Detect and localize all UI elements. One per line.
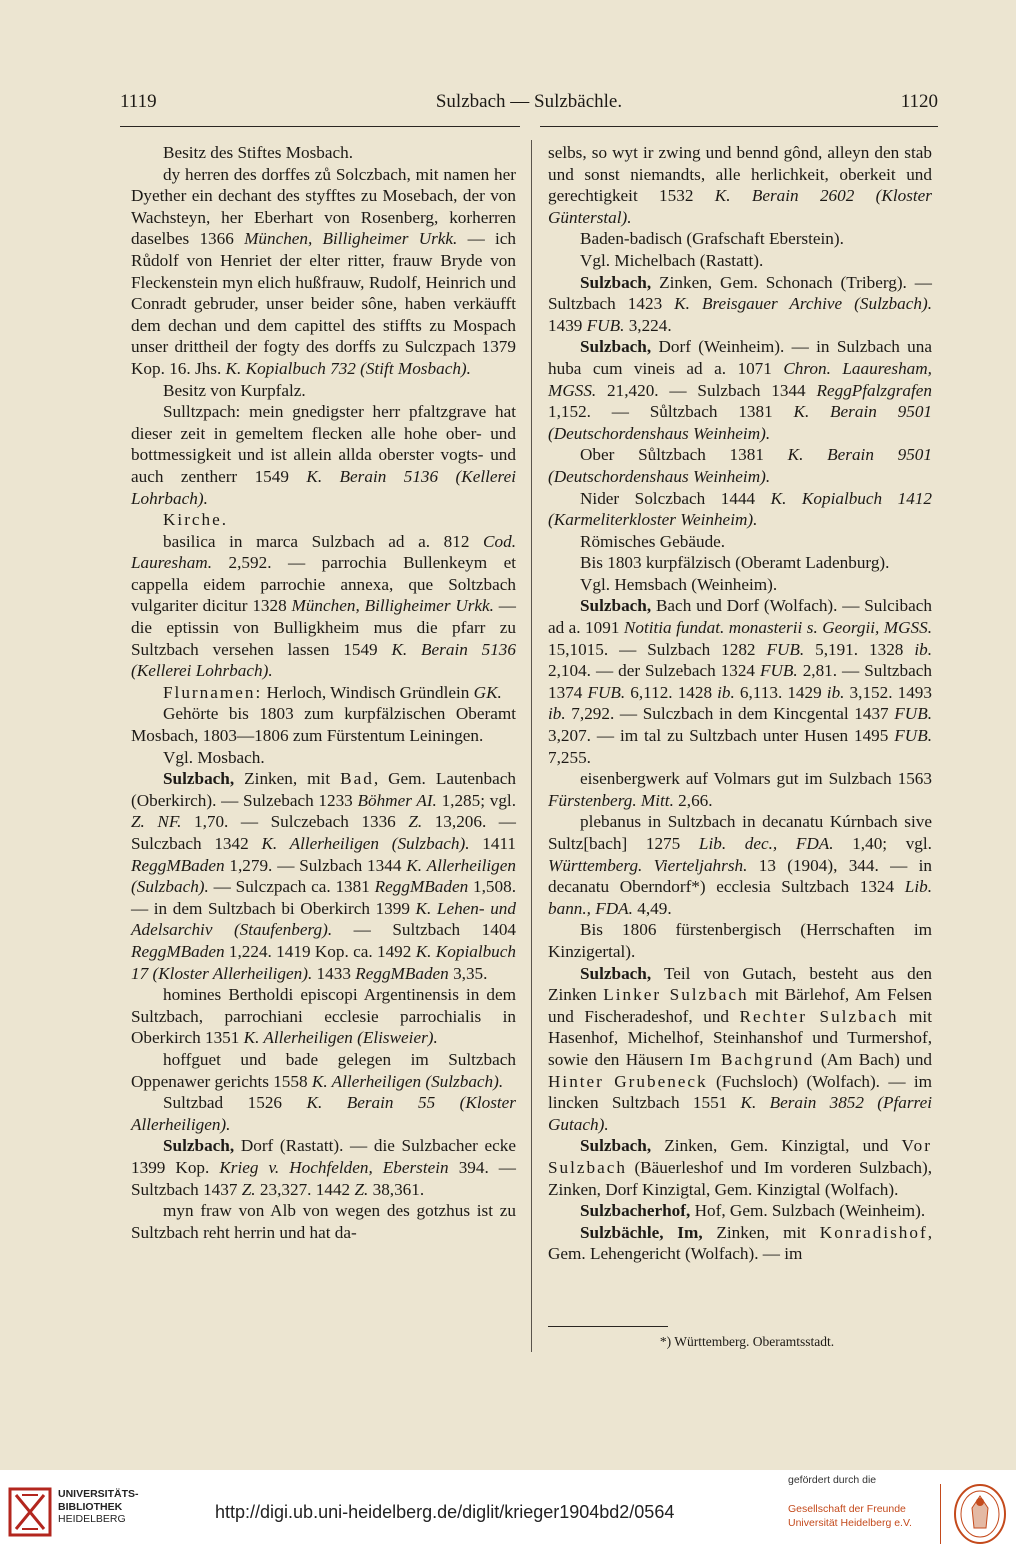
sponsor-name[interactable]: Gesellschaft der Freunde Universität Heidelberg e.V. [788, 1503, 912, 1529]
entry: Sulzbacherhof, Hof, Gem. Sulzbach (Weinheim). [580, 1201, 926, 1221]
paragraph: Vgl. Hemsbach (Weinheim). [580, 574, 778, 594]
paragraph: Römisches Gebäude. [580, 531, 726, 551]
paragraph: Besitz des Stiftes Mosbach. [163, 143, 353, 162]
paragraph: selbs, so wyt ir zwing und bennd gônd, alleyn den stab und sonst niemandts, alle herlichkeit, oberkeit und gerechtigkeit 1532 K. Berain 2602 (Kloster Günterstal). [548, 143, 932, 227]
header-rule-right [540, 126, 938, 127]
left-column [131, 142, 516, 1243]
paragraph: eisenbergwerk auf Volmars gut im Sulzbach 1563 Fürstenberg. Mitt. 2,66. [548, 769, 932, 810]
headword: Sulzbach, [580, 596, 652, 616]
paragraph: Besitz von Kurpfalz. [163, 380, 306, 400]
paragraph: Ober Sůltzbach 1381 K. Berain 9501 (Deutschordenshaus Weinheim). [548, 445, 932, 486]
footnote-rule [548, 1326, 668, 1327]
sponsor-divider [940, 1484, 941, 1544]
paragraph: Vgl. Michelbach (Rastatt). [580, 250, 764, 270]
column-divider [531, 140, 532, 1352]
headword: Sulzbach, [580, 337, 652, 357]
headword: Sulzbach, [580, 963, 652, 983]
headword: Sulzbach, [580, 1136, 652, 1156]
entry: Sulzbach, Dorf (Weinheim). — in Sulzbach una huba cum vineis ad a. 1071 Chron. Laauresham, MGSS. 21,420. — Sulzbach 1344 ReggPfalzgrafen 1,152. — Sůltzbach 1381 K. Berain 9501 (Deutschordenshaus Weinheim). [548, 337, 933, 443]
paragraph: Flurnamen: Herloch, Windisch Gründlein GK. [163, 682, 502, 702]
paragraph: Bis 1806 fürstenbergisch (Herrschaften im Kinzigertal). [548, 920, 932, 961]
headword: Sulzbacherhof, [580, 1201, 691, 1221]
entry: Sulzbach, Zinken, Gem. Kinzigtal, und Vor Sulzbach (Bäuerleshof und Im vorderen Sulzbach), Zinken, Dorf Kinzigtal, Gem. Kinzigtal (Wolfach). [548, 1136, 932, 1199]
entry: Sulzbach, Bach und Dorf (Wolfach). — Sulcibach ad a. 1091 Notitia fundat. monasterii s. Georgii, MGSS. 15,1015. — Sulzbach 1282 FUB. 5,191. 1328 ib. 2,104. — der Sulzebach 1324 FUB. 2,81. — Sultzbach 1374 FUB. 6,112. 1428 ib. 6,113. 1429 ib. 3,152. 1493 ib. 7,292. — Sulczbach in dem Kincgental 1437 FUB. 3,207. — im tal zu Sultzbach unter Husen 1495 FUB. 7,255. [548, 596, 932, 767]
entry: Sulzbach, Zinken, Gem. Schonach (Triberg). — Sultzbach 1423 K. Breisgauer Archive (Sulzbach). 1439 FUB. 3,224. [548, 272, 932, 335]
university-seal-icon [952, 1482, 1008, 1546]
paragraph: Gehörte bis 1803 zum kurpfälzischen Oberamt Mosbach, 1803—1806 zum Fürstentum Leiningen. [131, 704, 516, 746]
section-heading: Kirche. [163, 510, 229, 530]
paragraph: hoffguet und bade gelegen im Sultzbach Oppenawer gerichts 1558 K. Allerheiligen (Sulzbach). [131, 1049, 516, 1091]
paragraph: myn fraw von Alb von wegen des gotzhus ist zu Sultzbach reht herrin und hat da- [131, 1201, 516, 1242]
paragraph: Vgl. Mosbach. [163, 747, 265, 767]
paragraph: Baden-badisch (Grafschaft Eberstein). [580, 229, 844, 249]
ub-heidelberg-logo-icon[interactable] [8, 1487, 52, 1537]
permalink-url[interactable]: http://digi.ub.uni-heidelberg.de/diglit/krieger1904bd2/0564 [215, 1502, 675, 1522]
paragraph: Sultzbad 1526 K. Berain 55 (Kloster Allerheiligen). [131, 1093, 516, 1134]
paragraph: plebanus in Sultzbach in decanatu Kúrnbach sive Sultz[bach] 1275 Lib. dec., FDA. 1,40; vgl. Württemberg. Vierteljahrsh. 13 (1904), 344. — in decanatu Oberndorf*) ecclesia Sultzbach 1324 Lib. bann., FDA. 4,49. [548, 812, 932, 918]
entry: Sulzbächle, Im, Zinken, mit Konradishof, Gem. Lehengericht (Wolfach). — im [548, 1222, 932, 1264]
sponsor-label: gefördert durch die [788, 1474, 877, 1486]
right-column [548, 142, 932, 1265]
page-number-right: 1120 [900, 91, 938, 112]
paragraph: dy herren des dorffes zů Solczbach, mit namen her Dyether ein dechant des styfftes zu Mosebach, der von Wachsteyn, her Eberhart von Rosenberg, korherren daselbes 1366 München, Billigheimer Urkk. — ich Růdolf von Henriet der elter ritter, frauw Bryde von Fleckenstein myn elich hußfrauw, Rudolf, Heinrich und Conradt gebruder, unser beider sône, haben verkäufft dem dechan und dem capittel des stiffts zu Mospach unser drittheil der fogty des dorffs zu Sulczpach 1379 Kop. 16. Jhs. K. Kopialbuch 732 (Stift Mosbach). [131, 164, 516, 378]
headword: Sulzbächle, Im, [580, 1222, 703, 1242]
running-header [120, 91, 938, 115]
paragraph: Sulltzpach: mein gnedigster herr pfaltzgrave hat dieser zeit in gemeltem flecken alle hohe ober- und bottmessigkeit und ist allein allda oberster vogts- und auch zentherr 1549 K. Berain 5136 (Kellerei Lohrbach). [131, 402, 516, 508]
paragraph: Nider Solczbach 1444 K. Kopialbuch 1412 (Karmeliterkloster Weinheim). [548, 488, 933, 530]
headword: Sulzbach, [580, 272, 652, 292]
header-rule-left [120, 126, 520, 127]
entry: Sulzbach, Zinken, mit Bad, Gem. Lautenbach (Oberkirch). — Sulzebach 1233 Böhmer AI. 1,285; vgl. Z. NF. 1,70. — Sulczebach 1336 Z. 13,206. — Sulczbach 1342 K. Allerheiligen (Sulzbach). 1411 ReggMBaden 1,279. — Sulzbach 1344 K. Allerheiligen (Sulzbach). — Sulczpach ca. 1381 ReggMBaden 1,508. — in dem Sultzbach bi Oberkirch 1399 K. Lehen- und Adelsarchiv (Staufenberg). — Sultzbach 1404 ReggMBaden 1,224. 1419 Kop. ca. 1492 K. Kopialbuch 17 (Kloster Allerheiligen). 1433 ReggMBaden 3,35. [131, 769, 517, 983]
paragraph: basilica in marca Sulzbach ad a. 812 Cod. Lauresham. 2,592. — parrochia Bullenkeym et cappella eidem parrochie annexa, que Soltzbach vulgariter dicitur 1328 München, Billigheimer Urkk. — die eptissin von Bulligkheim mus die pfarr zu Sultzbach versehen lassen 1549 K. Berain 5136 (Kellerei Lohrbach). [131, 531, 516, 681]
headword: Sulzbach, [163, 1136, 235, 1156]
footer-bar [0, 1470, 1016, 1552]
paragraph: homines Bertholdi episcopi Argentinensis in dem Sultzbach, parrochiani ecclesie parrochialis in Oberkirch 1351 K. Allerheiligen (Elisweier). [131, 985, 516, 1048]
page-number-left: 1119 [120, 91, 157, 112]
paragraph: Bis 1803 kurpfälzisch (Oberamt Ladenburg). [580, 553, 890, 573]
headword: Sulzbach, [163, 769, 235, 789]
entry: Sulzbach, Dorf (Rastatt). — die Sulzbacher ecke 1399 Kop. Krieg v. Hochfelden, Eberstein 394. — Sultzbach 1437 Z. 23,327. 1442 Z. 38,361. [131, 1136, 516, 1199]
footnote: *) Württemberg. Oberamtsstadt. [659, 1334, 835, 1349]
entry: Sulzbach, Teil von Gutach, besteht aus den Zinken Linker Sulzbach mit Bärlehof, Am Felsen und Fischeradeshof, und Rechter Sulzbach mit Hasenhof, Michelhof, Steinhanshof und Turmershof, sowie den Häusern Im Bachgrund (Am Bach) und Hinter Grubeneck (Fuchsloch) (Wolfach). — im lincken Sultzbach 1551 K. Berain 3852 (Pfarrei Gutach). [548, 963, 933, 1134]
ub-heidelberg-wordmark[interactable]: UNIVERSITÄTS- BIBLIOTHEK HEIDELBERG [58, 1488, 139, 1525]
running-title: Sulzbach — Sulzbächle. [435, 91, 623, 112]
